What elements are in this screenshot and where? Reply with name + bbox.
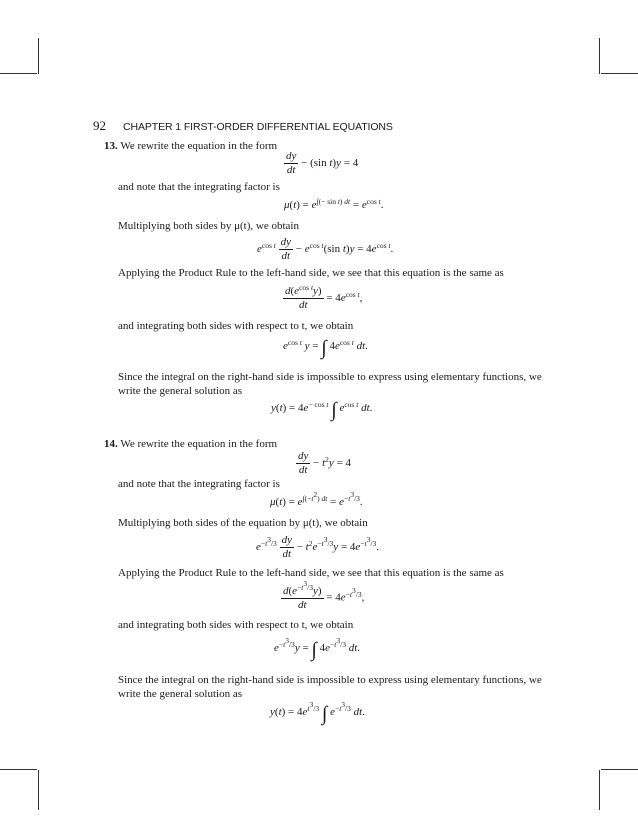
- problem-14-intro-text: We rewrite the equation in the form: [120, 438, 278, 450]
- problem-14-number: 14.: [104, 438, 118, 450]
- problem-13-intro-text: We rewrite the equation in the form: [120, 140, 278, 152]
- problem-13-product-rule-text: Applying the Product Rule to the left-hand side, we see that this equation is the same as: [118, 267, 504, 279]
- problem-13-intro: [104, 140, 277, 153]
- problem-14-product-rule-text: Applying the Product Rule to the left-hand side, we see that this equation is the same as: [118, 567, 504, 579]
- equation-13-3: $e^{cos t}$ $\frac{dy}{dt}$ − $e^{cos t}(\sin$ $t)y = 4e^{cos t}$.: [257, 236, 394, 262]
- problem-14-if-text: and note that the integrating factor is: [118, 478, 280, 490]
- problem-13-multiply-text: Multiplying both sides by μ(t), we obtain: [118, 220, 299, 232]
- equation-14-2: $\mu(t) = e^{\int(-t^2) dt} = e^{-t^3/3}$.: [270, 490, 363, 508]
- problem-14-multiply-text: Multiplying both sides of the equation by μ(t), we obtain: [118, 517, 368, 529]
- page-number: 92: [93, 118, 106, 133]
- problem-13-if-text: and note that the integrating factor is: [118, 181, 280, 193]
- equation-13-4: $\frac{d(e^{cos t}y)}{dt}$ = $4e^{cos t}$,: [285, 283, 363, 311]
- problem-13-integrate-text: and integrating both sides with respect to t, we obtain: [118, 320, 354, 332]
- problem-14-since-line2: write the general solution as: [118, 688, 243, 700]
- equation-13-2: $\mu(t) = e^{\int(- sin t) dt} = e^{cos t}$.: [284, 197, 384, 211]
- problem-13-since-line2: write the general solution as: [118, 385, 243, 397]
- problem-14-since-line1: Since the integral on the right-hand side is impossible to express using elementary functions, we: [118, 674, 542, 686]
- problem-13-number: 13.: [104, 140, 118, 152]
- equation-14-3: $e^{-t^3/3}$ $\frac{dy}{dt}$ − $t^2e^{-t^3/3}y = 4e^{-t^3/3}$.: [256, 534, 379, 560]
- equation-14-5: $e^{-t^3/3}y$ = ∫ $4e^{-t^3/3}$ dt.: [274, 636, 361, 661]
- equation-14-6: $y(t) = 4e^{t^3/3}$ ∫ $e^{-t^3/3}$ dt.: [270, 700, 365, 725]
- equation-13-1: $\frac{dy}{dt}$ − (sin t)y = 4: [286, 150, 359, 176]
- equation-14-1: $\frac{dy}{dt}$ − $t^2y = 4$: [298, 450, 352, 476]
- equation-13-6: $y(t) = 4e^{- cos t}$ ∫ $e^{cos t}$ dt.: [271, 399, 373, 421]
- problem-14-intro: [104, 438, 277, 451]
- chapter-title: CHAPTER 1 FIRST-ORDER DIFFERENTIAL EQUATIONS: [123, 121, 393, 133]
- problem-13-since-line1: Since the integral on the right-hand side is impossible to express using elementary functions, we: [118, 371, 542, 383]
- equation-13-5: $e^{cos t}$ y = ∫ $4e^{cos t}$ dt.: [283, 337, 368, 359]
- problem-14-integrate-text: and integrating both sides with respect to t, we obtain: [118, 619, 354, 631]
- equation-14-4: $\frac{d(e^{-t^3/3}y)}{dt}$ = $4e^{-t^3/3}$,: [283, 579, 365, 611]
